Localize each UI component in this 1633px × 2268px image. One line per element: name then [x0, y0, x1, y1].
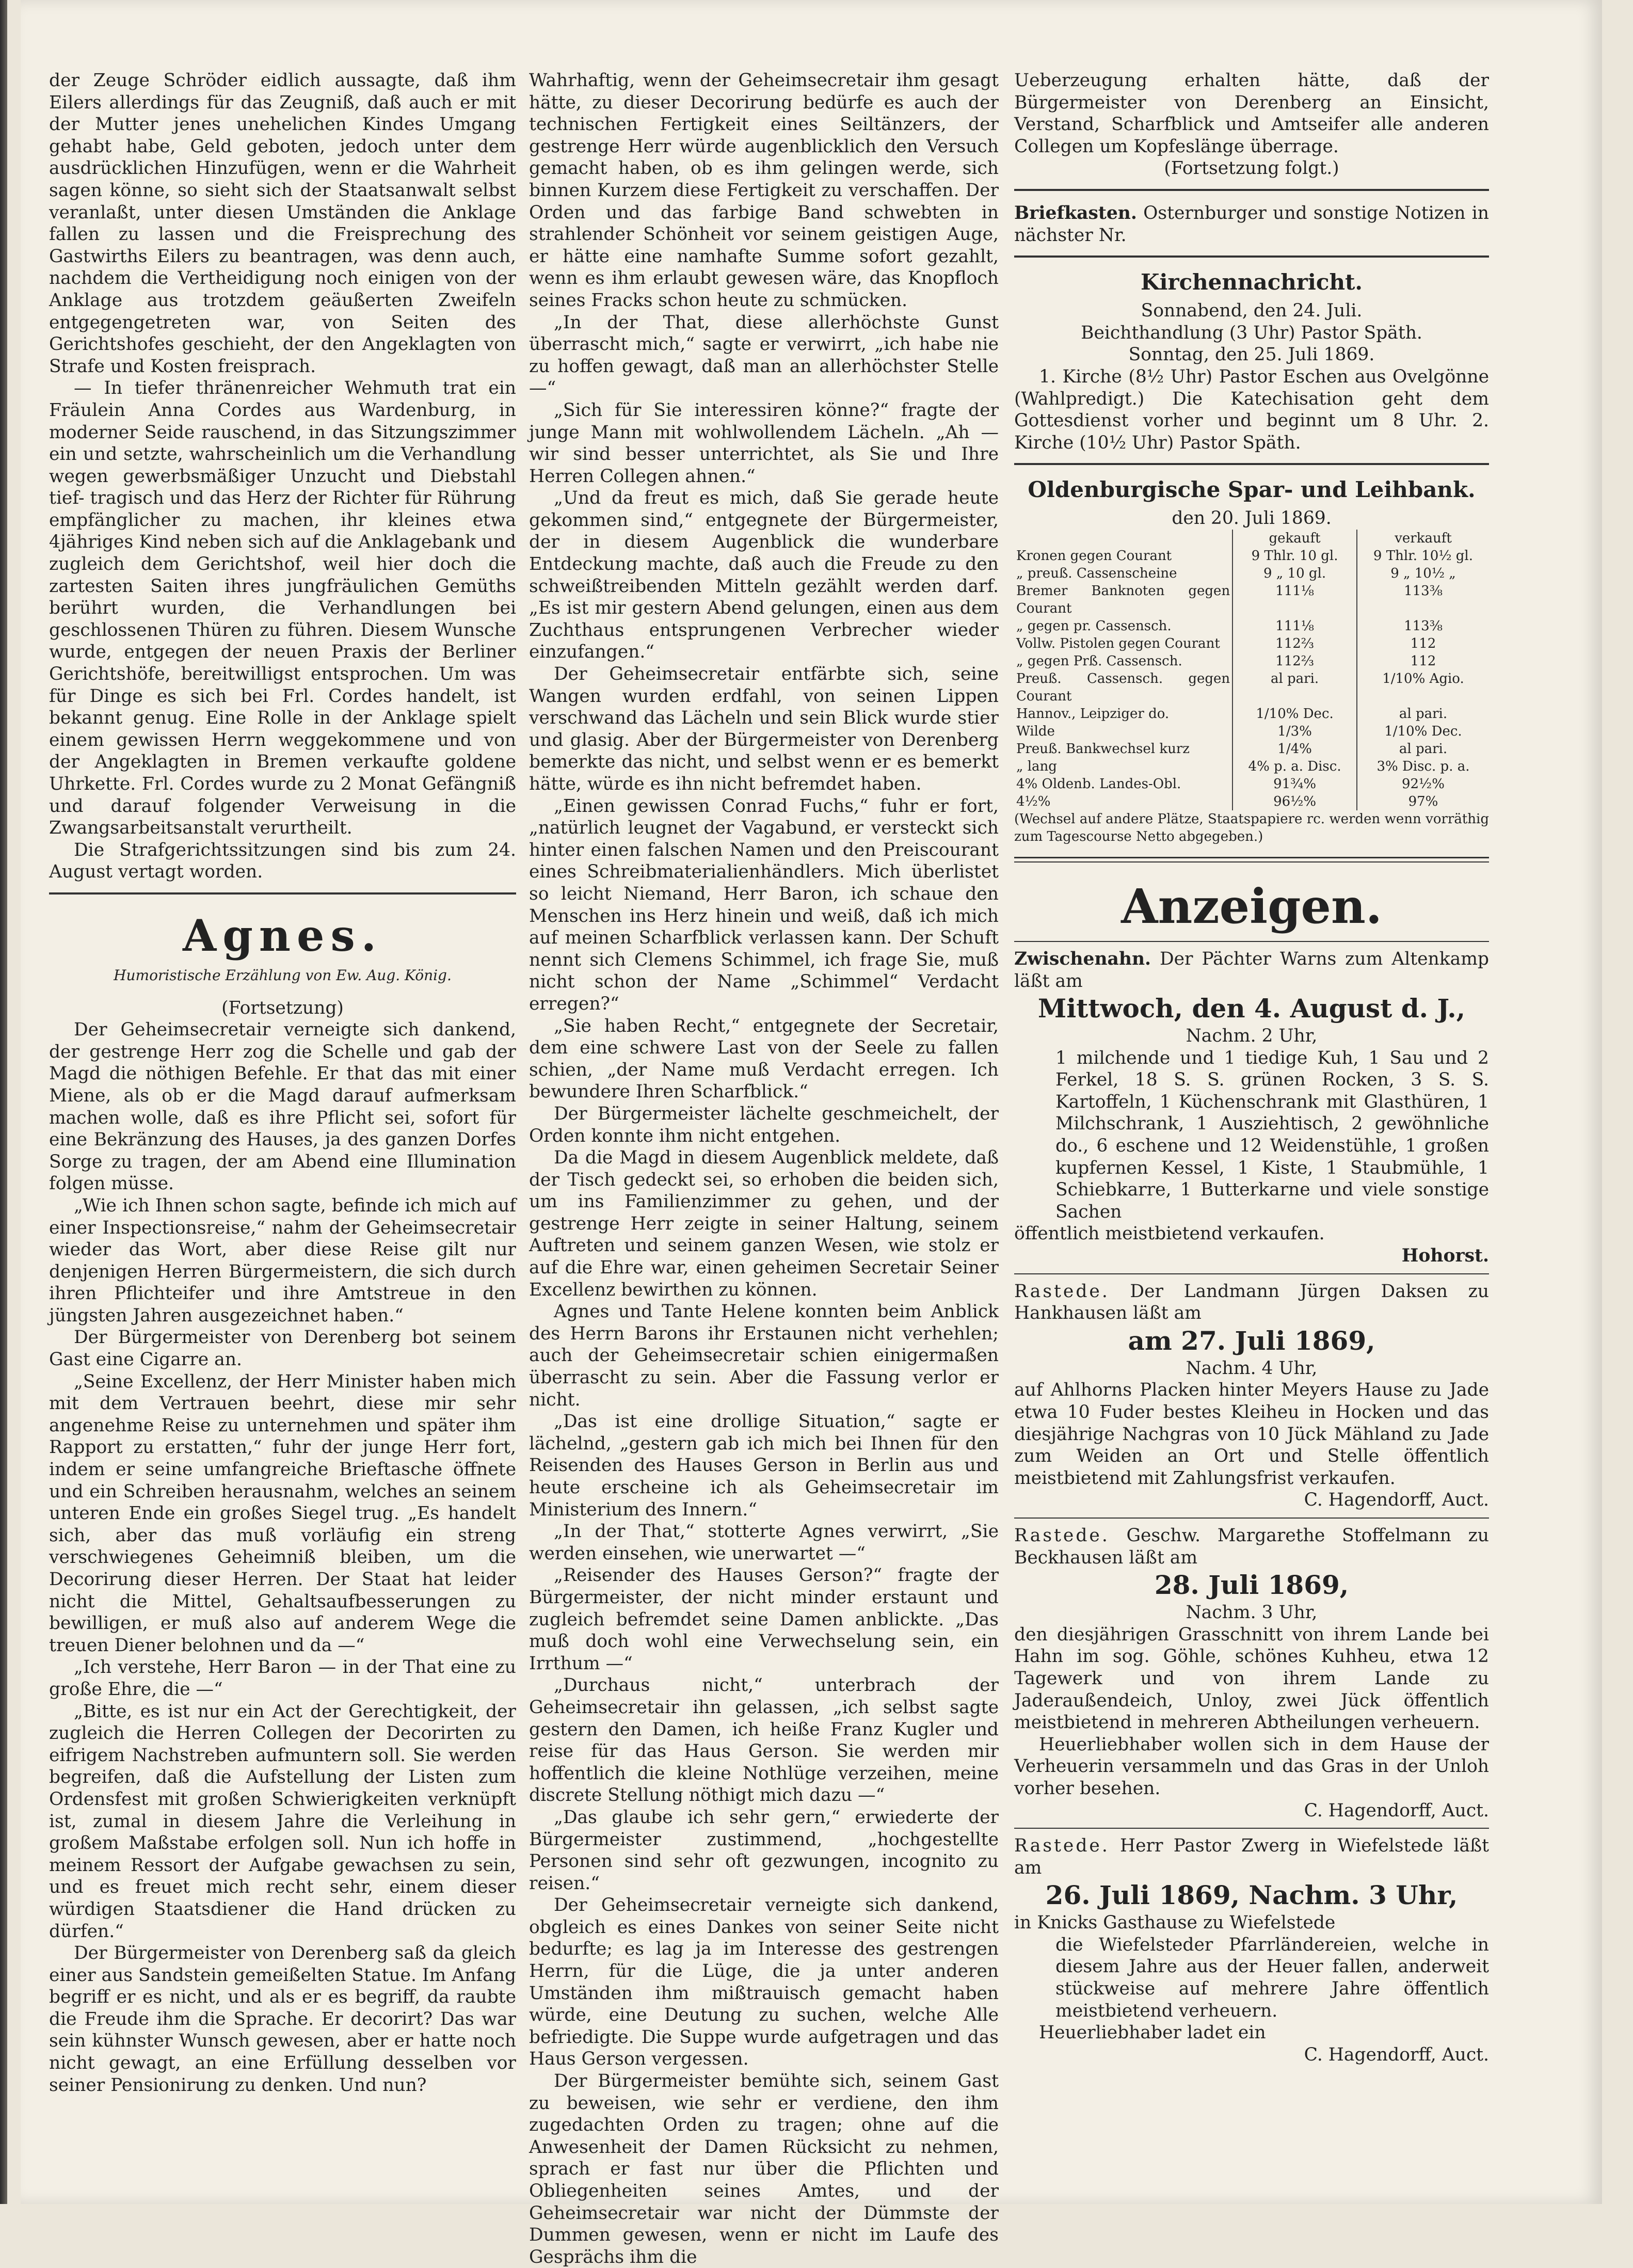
ad-intro-text: Der Pächter Warns zum Altenkamp läßt am: [1014, 948, 1489, 992]
section-divider: [1014, 463, 1489, 465]
ad-text: Heuerliebhaber ladet ein: [1039, 2022, 1266, 2043]
table-header-row: [1014, 530, 1489, 547]
ad-time: Nachm. 4 Uhr,: [1186, 1357, 1318, 1379]
column-3: [1014, 70, 1489, 2066]
table-cell: 113⅜: [1357, 617, 1489, 635]
court-report-paragraph: der Zeuge Schröder eidlich aussagte, daß ihm Eilers allerdings für das Zeugniß, daß auch er mit der Mutter jenes unehelichen Kindes Umgang gehabt habe, Geld geboten, jedoch unter dem ausdrücklichen Hinzufügen, wenn er die Wahrheit sagen könne, so sieht sich der Staatsanwalt selbst veranlaßt, unter diesen Umständen die Anklage fallen zu lassen und die Freisprechung des Gastwirths Eilers zu beantragen, was denn auch, nachdem die Vertheidigung noch einigen von der Anklage aus trotzdem geäußerten Zweifeln entgegengetreten war, von Seiten des Gerichtshofes geschieht, der den Angeklagten von Strafe und Kosten freisprach.: [49, 70, 516, 377]
story-paragraph: „Das ist eine drollige Situation,“ sagte er lächelnd, „gestern gab ich mich bei Ihnen für den Reisenden des Hauses Gerson in Berlin aus und heute erscheine ich als Geheimsecretair im Ministerium des Innern.“: [529, 1411, 999, 1520]
table-cell: 96½%: [1232, 793, 1357, 810]
ad-signature: C. Hagendorff, Auct.: [1304, 1800, 1489, 1821]
ad-place: Rastede.: [1014, 1525, 1110, 1546]
briefkasten-text: Osternburger und sonstige Notizen in nächster Nr.: [1014, 202, 1489, 246]
story-byline: Humoristische Erzählung von Ew. Aug. König.: [114, 966, 452, 984]
ad-intro: [1014, 1835, 1489, 1879]
table-row: [1014, 617, 1489, 635]
ad-intro-text: Herr Pastor Zwerg in Wiefelstede läßt am: [1014, 1835, 1489, 1878]
table-cell: 4% Oldenb. Landes-Obl.: [1016, 776, 1181, 792]
column-divider: [49, 892, 516, 895]
story-paragraph: Der Geheimsecretair verneigte sich dankend, obgleich es eines Dankes von seiner Seite nicht bedurfte; es lag ja im Interesse des gestrengen Herrn, für die Lüge, die ja unter anderen Umständen ihm mißtrauisch gemacht haben würde, eine Deutung zu suchen, welche Alle befriedigte. Die Suppe wurde aufgetragen und das Haus Gerson vergessen.: [529, 1895, 999, 2070]
table-cell: 9 Thlr. 10½ gl.: [1357, 547, 1489, 565]
story-continuation: (Fortsetzung): [221, 997, 344, 1018]
table-row: [1014, 723, 1489, 740]
table-cell: Preuß. Bankwechsel kurz: [1016, 741, 1190, 757]
court-report-paragraph: — In tiefer thränenreicher Wehmuth trat ein Fräulein Anna Cordes aus Wardenburg, in moderner Seide rauschend, in das Sitzungszimmer ein und setzte, wahrscheinlich um die Verhandlung wegen gewerbsmäßiger Unzucht und Diebstahl tief- tragisch und das Herz der Richter für Rührung empfänglicher zu machen, ihr kleines etwa 4jähriges Kind neben sich auf die Anklagebank und zugleich dem Gerichtshof, weil hier doch die zartesten Saiten ihres jungfräulichen Gemüths berührt wurden, die Verhandlungen bei geschlossenen Thüren zu führen. Diesem Wunsche wurde, entgegen der neuen Praxis der Berliner Gerichtshöfe, bereitwilligst entsprochen. Um was für Dinge es sich bei Frl. Cordes handelt, ist bekannt genug. Eine Rolle in der Anklage spielt einem gewissen Herrn weggekommene und von der Angeklagten in Bremen verkaufte goldene Uhrkette. Frl. Cordes wurde zu 2 Monat Gefängniß und darauf folgender Verweisung in die Zwangsarbeitsanstalt verurtheilt.: [49, 378, 516, 839]
story-paragraph: „Das glaube ich sehr gern,“ erwiederte der Bürgermeister zustimmend, „hochgestellte Personen sind sehr oft gezwungen, incognito zu reisen.“: [529, 1807, 999, 1894]
church-news-line: Beichthandlung (3 Uhr) Pastor Späth.: [1081, 322, 1422, 343]
story-paragraph: Da die Magd in diesem Augenblick meldete, daß der Tisch gedeckt sei, so erhoben die beiden sich, um ins Familienzimmer zu gehen, und der gestrenge Herr zeigte in seiner Haltung, seinem Auftreten und seinem ganzen Wesen, wie stolz er auf die Ehre war, einen geheimen Secretair Seiner Excellenz bewirthen zu können.: [529, 1147, 999, 1300]
ad-items: 1 milchende und 1 tiedige Kuh, 1 Sau und 2 Ferkel, 18 S. S. grünen Rocken, 3 S. S. Kartoffeln, 1 Küchenschrank mit Glasthüren, 1 Milchschrank, 1 Ausziehtisch, 2 gewöhnliche do., 6 eschene und 12 Weidenstühle, 1 großen kupfernen Kessel, 1 Kiste, 1 Staubmühle, 1 Schiebkarre, 1 Butterkarne und viele sonstige Sachen: [1055, 1047, 1489, 1222]
church-news-title: Kirchennachricht.: [1140, 269, 1363, 295]
story-paragraph: „Einen gewissen Conrad Fuchs,“ fuhr er fort, „natürlich leugnet der Vagabund, er versteckt sich hinter einen falschen Namen und den Preiscourant eines Schreibmaterialienhändlers. Mich überlistet so leicht Niemand, Herr Baron, ich schaue den Menschen ins Herz hinein und weiß, daß ich mich auf meinen Scharfblick verlassen kann. Der Schuft nennt sich Clemens Schimmel, ich frage Sie, muß nicht schon der Name „Schimmel“ Verdacht erregen?“: [529, 795, 999, 1014]
story-paragraph: Der Bürgermeister bemühte sich, seinem Gast zu beweisen, wie sehr er verdiene, den ihm zugedachten Orden zu tragen; ohne auf die Anwesenheit der Damen Rücksicht zu nehmen, sprach er fast nur über die Pflichten und Obliegenheiten seines Amtes, und der Geheimsecretair war nicht der Dümmste der Dummen gewesen, wenn er nicht im Laufe des Gesprächs ihm die: [529, 2071, 999, 2267]
table-cell: 111⅛: [1232, 617, 1357, 635]
ad-intro-text: Geschw. Margarethe Stoffelmann zu Beckhausen läßt am: [1014, 1525, 1490, 1568]
court-report-paragraph: Die Strafgerichtssitzungen sind bis zum 24. August vertagt worden.: [49, 839, 516, 883]
column-2: [529, 70, 999, 2268]
ad-text: den diesjährigen Grasschnitt von ihrem Lande bei Hahn im sog. Göhle, schönes Kuhheu, etwa 12 Tagewerk und von ihrem Lande zu Jaderaußendeich, Unloy, zwei Jück öffentlich meistbietend in mehreren Abtheilungen verheuern.: [1014, 1624, 1489, 1733]
table-cell: 113⅜: [1357, 582, 1489, 617]
table-cell: 112⅔: [1232, 652, 1357, 670]
ad-text: die Wiefelsteder Pfarrländereien, welche in diesem Jahre aus der Heuer fallen, anderweit stückweise auf mehrere Jahre öffentlich meistbietend verheuern.: [1055, 1934, 1489, 2021]
table-cell: 1/10% Agio.: [1357, 670, 1489, 705]
church-news-line: Sonnabend, den 24. Juli.: [1141, 300, 1363, 322]
bank-date: den 20. Juli 1869.: [1172, 508, 1332, 529]
briefkasten-notice: [1014, 202, 1489, 246]
table-row: [1014, 775, 1489, 793]
exchange-rate-table: [1014, 530, 1489, 810]
table-cell: 112: [1357, 635, 1489, 652]
ad-divider: [1014, 1518, 1489, 1519]
story-paragraph: „In der That,“ stotterte Agnes verwirrt, „Sie werden einsehen, wie unerwartet —“: [529, 1521, 999, 1564]
story-paragraph: „Ich verstehe, Herr Baron — in der That eine zu große Ehre, die —“: [49, 1657, 516, 1700]
table-cell: 3% Disc. p. a.: [1357, 758, 1489, 775]
table-cell: Kronen gegen Courant: [1016, 548, 1172, 564]
story-paragraph: „Seine Excellenz, der Herr Minister haben mich mit dem Vertrauen beehrt, diese mir sehr angenehme Reise zu unternehmen und später ihm Rapport zu erstatten,“ fuhr der junge Herr fort, indem er seine umfangreiche Brieftasche öffnete und ein Schreiben herausnahm, welches an seinem unteren Ende ein großes Siegel trug. „Es handelt sich, aber das muß vorläufig ein streng verschwiegenes Geheimniß bleiben, um die Decorirung dieser Herren. Der Staat hat leider nicht die Mittel, Gehaltsaufbesserungen zu bewilligen, er muß also auf anderem Wege die treuen Diener belohnen und da —“: [49, 1371, 516, 1656]
bank-title: Oldenburgische Spar- und Leihbank.: [1028, 477, 1476, 503]
table-cell: 1/4%: [1232, 740, 1357, 758]
table-cell: 9 Thlr. 10 gl.: [1232, 547, 1357, 565]
table-row: [1014, 635, 1489, 652]
story-paragraph: Ueberzeugung erhalten hätte, daß der Bürgermeister von Derenberg an Einsicht, Verstand, Scharfblick und Amtseifer alle anderen Collegen um Kopfeslänge überrage.: [1014, 70, 1489, 157]
section-divider: [1014, 189, 1489, 191]
table-cell: 1/10% Dec.: [1232, 705, 1357, 723]
ad-intro: [1014, 948, 1489, 992]
table-row: [1014, 705, 1489, 723]
story-paragraph: Der Geheimsecretair verneigte sich dankend, der gestrenge Herr zog die Schelle und gab der Magd die nöthigen Befehle. Er that das mit einer Miene, als ob er die Magd darauf aufmerksam machen wolle, daß es ihre Pflicht sei, sofort für eine Bekränzung des Hauses, ja des ganzen Dorfes Sorge zu tragen, der am Abend eine Illumination folgen müsse.: [49, 1019, 516, 1194]
table-cell: Bremer Banknoten gegen Courant: [1016, 583, 1230, 616]
ad-signature: C. Hagendorff, Auct.: [1304, 1490, 1489, 1511]
table-row: [1014, 793, 1489, 810]
table-cell: „ gegen Prß. Cassensch.: [1016, 653, 1182, 669]
table-cell: al pari.: [1232, 670, 1357, 705]
table-cell: 97%: [1357, 793, 1489, 810]
briefkasten-label: Briefkasten.: [1014, 202, 1137, 223]
story-paragraph: „Durchaus nicht,“ unterbrach der Geheimsecretair ihn gelassen, „ich selbst sagte gestern den Damen, ich heiße Franz Kugler und reise für das Haus Gerson. Sie werden mir hoffentlich die kleine Nothlüge verzeihen, meine discrete Stellung nöthigt mich dazu —“: [529, 1675, 999, 1806]
table-cell: 111⅛: [1232, 582, 1357, 617]
ad-text: auf Ahlhorns Placken hinter Meyers Hause zu Jade etwa 10 Fuder bestes Kleiheu in Hocken und das diesjährige Nachgras von 10 Jück Mähland zu Jade zum Weiden an Ort und Stelle öffentlich meistbietend mit Zahlungsfrist verkaufen.: [1014, 1380, 1489, 1489]
ad-text: Heuerliebhaber wollen sich in dem Hause der Verheuerin versammeln und das Gras in der Unloh vorher besehen.: [1014, 1734, 1489, 1799]
ad-place: Rastede.: [1014, 1281, 1110, 1302]
story-paragraph: Agnes und Tante Helene konnten beim Anblick des Herrn Barons ihr Erstaunen nicht verhehlen; auch der Geheimsecretair schien einigermaßen überrascht zu sein. Aber die Fassung verlor er nicht.: [529, 1301, 999, 1410]
book-binding: [0, 0, 7, 2204]
table-cell: al pari.: [1357, 740, 1489, 758]
ad-intro: [1014, 1281, 1489, 1324]
story-paragraph: „Sie haben Recht,“ entgegnete der Secretair, dem eine schwere Last von der Seele zu fallen schien, „der Name muß Verdacht erregen. Ich bewundere Ihren Scharfblick.“: [529, 1015, 999, 1103]
table-cell: 92½%: [1357, 775, 1489, 793]
table-row: [1014, 740, 1489, 758]
table-row: [1014, 565, 1489, 582]
ad-time: Nachm. 2 Uhr,: [1186, 1026, 1318, 1047]
ad-date: am 27. Juli 1869,: [1128, 1325, 1375, 1356]
table-cell: 1/10% Dec.: [1357, 723, 1489, 740]
ad-date: 28. Juli 1869,: [1154, 1570, 1349, 1601]
table-cell: Hannov., Leipziger do.: [1016, 706, 1170, 722]
story-paragraph: Der Geheimsecretair entfärbte sich, seine Wangen wurden erdfahl, von seinen Lippen verschwand das Lächeln und sein Blick wurde stier und glasig. Aber der Bürgermeister von Derenberg bemerkte das nicht, und selbst wenn er es bemerkt hätte, würde es ihn nicht befremdet haben.: [529, 664, 999, 794]
table-cell: Preuß. Cassensch. gegen Courant: [1016, 670, 1230, 704]
story-paragraph: Der Bürgermeister von Derenberg bot seinem Gast eine Cigarre an.: [49, 1327, 516, 1370]
story-paragraph: „Und da freut es mich, daß Sie gerade heute gekommen sind,“ entgegnete der Bürgermeister, der in diesem Augenblick die wunderbare Entdeckung machte, daß auch die Freude zu den schweißtreibenden Mitteln gezählt werden darf. „Es ist mir gestern Abend gelungen, einen aus dem Zuchthaus entsprungenen Verbrecher wieder einzufangen.“: [529, 488, 999, 663]
story-paragraph: „Reisender des Hauses Gerson?“ fragte der Bürgermeister, der nicht minder erstaunt und zugleich befremdet seine Damen anblickte. „Das muß doch wohl eine Verwechselung sein, ein Irrthum —“: [529, 1565, 999, 1674]
ad-signature: C. Hagendorff, Auct.: [1304, 2044, 1489, 2065]
table-cell: 112⅔: [1232, 635, 1357, 652]
ad-time: Nachm. 3 Uhr,: [1186, 1602, 1318, 1623]
table-cell: 1/3%: [1232, 723, 1357, 740]
table-cell: 9 „ 10 gl.: [1232, 565, 1357, 582]
newspaper-page: [21, 0, 1602, 2267]
ad-date: 26. Juli 1869, Nachm. 3 Uhr,: [1045, 1880, 1458, 1911]
table-cell: 4½%: [1016, 793, 1051, 809]
table-cell: Vollw. Pistolen gegen Courant: [1016, 635, 1220, 651]
story-paragraph: Wahrhaftig, wenn der Geheimsecretair ihm gesagt hätte, zu dieser Decorirung bedürfe es auch der technischen Fertigkeit eines Seiltänzers, der gestrenge Herr würde augenblicklich den Versuch gemacht haben, ob es ihm gelingen werde, sich binnen Kurzem diese Fertigkeit zu verschaffen. Der Orden und das farbige Band schwebten in strahlender Schönheit vor seinem geistigen Auge, er hätte eine namhafte Summe sofort gezahlt, wenn es ihm erlaubt gewesen wäre, das Knopfloch seines Fracks schon heute zu schmücken.: [529, 70, 999, 311]
table-row: [1014, 652, 1489, 670]
story-title: Agnes.: [183, 909, 382, 961]
ads-title: Anzeigen.: [1121, 878, 1382, 934]
table-row: [1014, 670, 1489, 705]
ad-intro: [1014, 1525, 1489, 1569]
column-header: verkauft: [1357, 530, 1489, 547]
ad-place: Zwischenahn.: [1014, 948, 1151, 969]
ad-place: Rastede.: [1014, 1835, 1110, 1857]
story-paragraph: Der Bürgermeister von Derenberg saß da gleich einer aus Sandstein gemeißelten Statue. Im Anfang begriff er es nicht, und als er es begriff, da raubte die Freude ihm die Sprache. Er decorirt? Das war sein kühnster Wunsch gewesen, aber er hatte noch nicht gewagt, an eine Erfüllung desselben vor seiner Pensionirung zu denken. Und nun?: [49, 1943, 516, 2096]
table-cell: „ gegen pr. Cassensch.: [1016, 618, 1172, 634]
ad-end: öffentlich meistbietend verkaufen.: [1014, 1223, 1325, 1244]
table-row: [1014, 582, 1489, 617]
bank-footnote: (Wechsel auf andere Plätze, Staatspapiere rc. werden wenn vorräthig zum Tagescourse Netto abgegeben.): [1014, 811, 1489, 844]
ad-intro-text: Der Landmann Jürgen Daksen zu Hankhausen läßt am: [1014, 1281, 1490, 1324]
ad-signature: Hohorst.: [1401, 1245, 1489, 1267]
section-divider: [1014, 255, 1489, 258]
ad-place-line: in Knicks Gasthause zu Wiefelstede: [1014, 1912, 1336, 1934]
to-be-continued: (Fortsetzung folgt.): [1164, 158, 1339, 179]
church-news-text: 1. Kirche (8½ Uhr) Pastor Eschen aus Ovelgönne (Wahlpredigt.) Die Katechisation geht dem Gottesdienst vorher und beginnt um 8 Uhr. 2. Kirche (10½ Uhr) Pastor Späth.: [1014, 366, 1489, 453]
table-row: [1014, 758, 1489, 775]
ad-divider: [1014, 1828, 1489, 1829]
story-paragraph: „Wie ich Ihnen schon sagte, befinde ich mich auf einer Inspectionsreise,“ nahm der Geheimsecretair wieder das Wort, aber diese Reise gilt nur denjenigen Herren Bürgermeistern, die sich durch ihren Pflichteifer und ihre Amtstreue in den jüngsten Jahren ausgezeichnet haben.“: [49, 1195, 516, 1326]
table-cell: „ lang: [1016, 758, 1057, 774]
story-paragraph: Der Bürgermeister lächelte geschmeichelt, der Orden konnte ihm nicht entgehen.: [529, 1103, 999, 1146]
church-news-line: Sonntag, den 25. Juli 1869.: [1128, 344, 1375, 365]
table-cell: 4% p. a. Disc.: [1232, 758, 1357, 775]
table-cell: Wilde: [1016, 723, 1055, 739]
ad-divider: [1014, 1273, 1489, 1274]
table-cell: 9 „ 10½ „: [1357, 565, 1489, 582]
story-paragraph: „In der That, diese allerhöchste Gunst überrascht mich,“ sagte er verwirrt, „ich habe nie zu hoffen gewagt, daß man an allerhöchster Stelle —“: [529, 312, 999, 399]
story-paragraph: „Sich für Sie interessiren könne?“ fragte der junge Mann mit wohlwollendem Lächeln. „Ah — wir sind besser unterrichtet, als Sie und Ihre Herren Collegen ahnen.“: [529, 400, 999, 487]
table-row: [1014, 547, 1489, 565]
ads-divider: [1014, 941, 1489, 942]
ad-date: Mittwoch, den 4. August d. J.,: [1037, 993, 1466, 1024]
section-divider: [1014, 857, 1489, 863]
column-1: [49, 70, 516, 2096]
table-cell: 112: [1357, 652, 1489, 670]
table-cell: 91¾%: [1232, 775, 1357, 793]
story-paragraph: „Bitte, es ist nur ein Act der Gerechtigkeit, der zugleich die Herren Collegen der Decorirten zu eifrigem Nachstreben aufmuntern soll. Sie werden begreifen, daß die Aufstellung der Listen zum Ordensfest mit großen Schwierigkeiten verknüpft ist, zumal in diesem Jahre die Verleihung in großem Maßstabe erfolgen soll. Nun ich hoffe in meinem Ressort der Aufgabe gewachsen zu sein, und es freuet mich recht sehr, einem dieser würdigen Staatsdiener die Hand drücken zu dürfen.“: [49, 1701, 516, 1942]
table-cell: „ preuß. Cassenscheine: [1016, 565, 1177, 581]
table-cell: al pari.: [1357, 705, 1489, 723]
column-header: gekauft: [1232, 530, 1357, 547]
